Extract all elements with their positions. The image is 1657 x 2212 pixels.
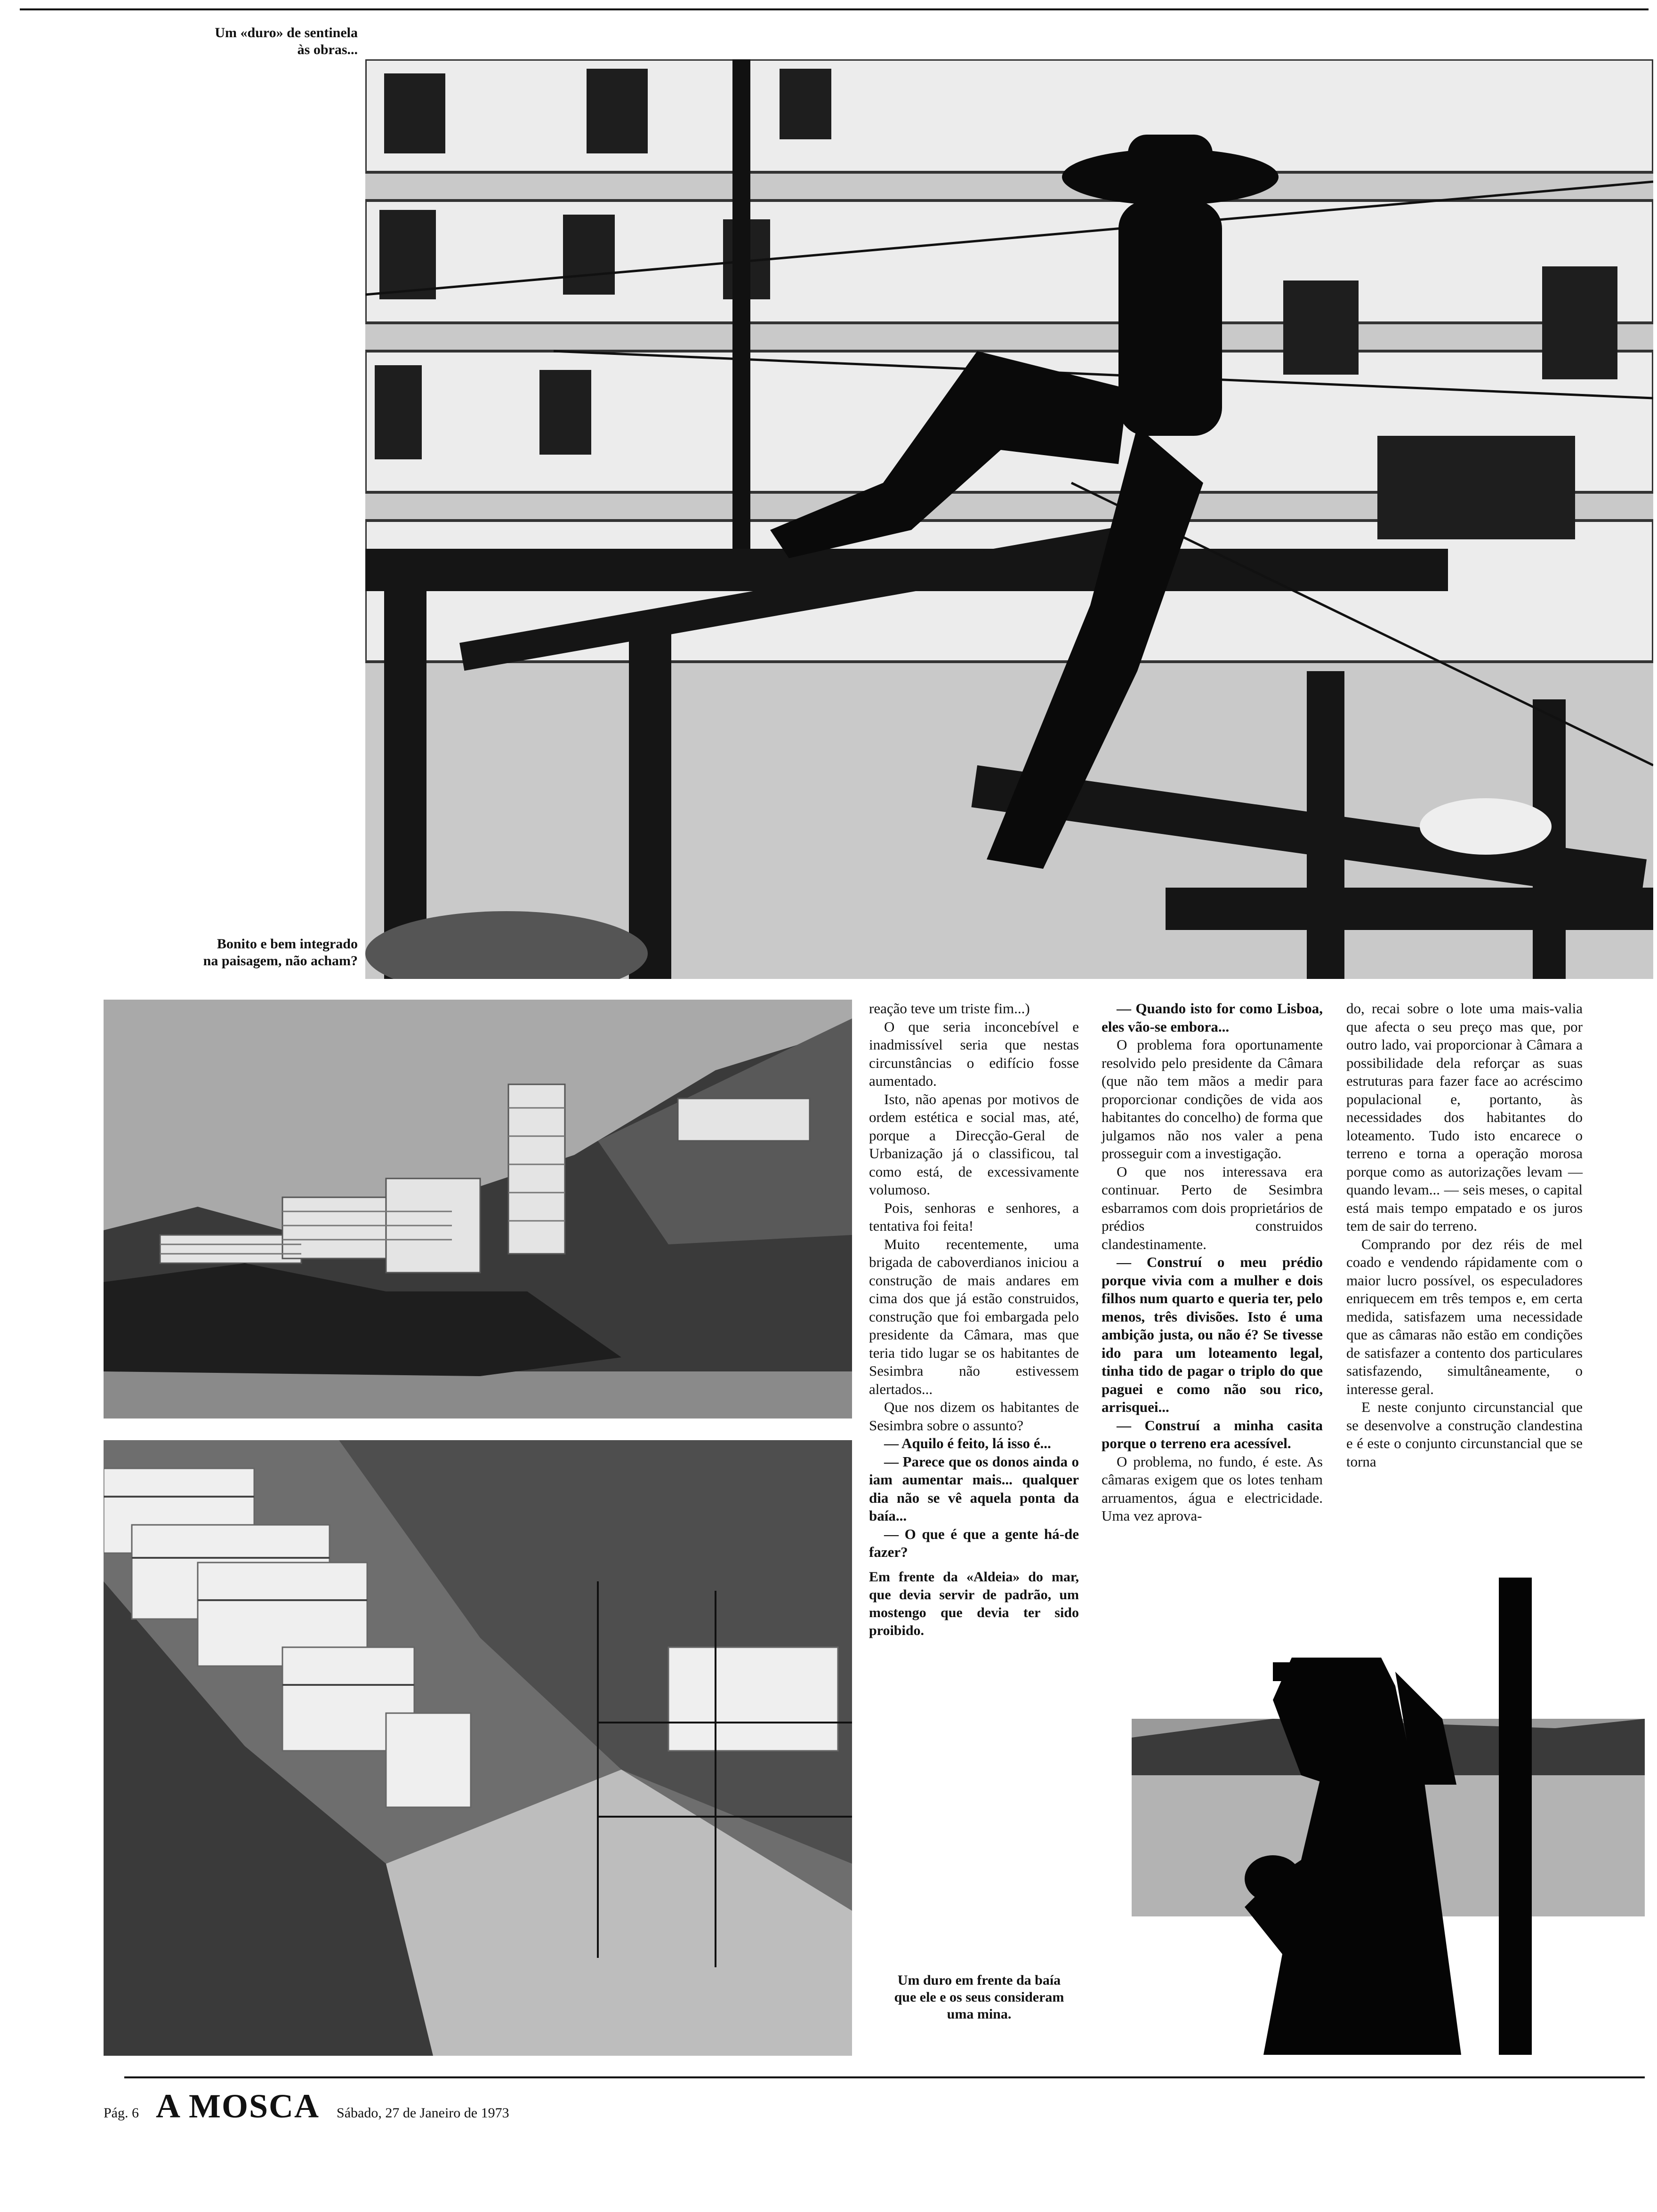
footer — [104, 2087, 509, 2124]
caption-aldeia-text: Em frente da «Aldeia» do mar, que devia servir de padrão, um mostengo que devia ter sido proibido. — [869, 1569, 1079, 1638]
photo-bay-graphic — [1132, 1578, 1645, 2055]
col3-para: E neste conjunto circunstancial que se desenvolve a construção clandestina e é este o conjunto circunstancial que se torna — [1346, 1399, 1583, 1470]
col1-para: Pois, senhoras e senhores, a tentativa foi feita! — [869, 1199, 1079, 1234]
col1-para: Que nos dizem os habitantes de Sesimbra sobre o assunto? — [869, 1399, 1079, 1434]
caption-sentinel-line-2: às obras... — [297, 42, 358, 57]
col2-quote: — Construí a minha casita porque o terreno era acessível. — [1102, 1417, 1323, 1451]
photo-sentinel — [365, 59, 1653, 979]
caption-integrated — [94, 936, 358, 970]
photo-bay — [1132, 1578, 1645, 2055]
col1-quote: — Parece que os donos ainda o iam aumentar mais... qualquer dia não se vê aquela ponta da baía... — [869, 1453, 1079, 1524]
caption-sentinel-line-1: Um «duro» de sentinela — [215, 25, 358, 40]
col3-para: Comprando por dez réis de mel coado e vendendo rápidamente com o maior lucro possível, os especuladores enriquecem em três tempos e, em certa medida, satisfazem uma necessidade que as câmaras não estão em condições de satisfazer a contento dos particulares satisfazendo, simultâneamente, o interesse geral. — [1346, 1235, 1583, 1397]
col3-para: do, recai sobre o lote uma mais-valia que afecta o seu preço mas que, por outro lado, vai proporcionar à Câmara a possibilidade dela reforçar as suas estruturas para fazer face ao acréscimo populacional e, portanto, às necessidades dos habitantes do loteamento. Tudo isto encarece o terreno e torna a operação morosa porque como as autorizações levam — quando levam... — seis meses, o capital está mais tempo empatado e os juros tem de sair do terreno. — [1346, 1000, 1583, 1234]
photo-hotel-graphic — [104, 1000, 852, 1419]
caption-integrated-line-2: na paisagem, não acham? — [203, 953, 358, 969]
col2-quote: — Construí o meu prédio porque vivia com a mulher e dois filhos num quarto e queria ter, pelo menos, três divisões. Isto é uma ambição justa, ou não é? Se tivesse ido para um loteamento legal, tinha tido de pagar o triplo do que paguei e como não sou rico, arrisquei... — [1102, 1254, 1323, 1415]
col2-para: O que nos interessava era continuar. Perto de Sesimbra esbarramos com dois proprietários de prédios construidos clandestinamente. — [1102, 1163, 1323, 1252]
top-rule — [20, 8, 1649, 10]
article-column-2 — [1102, 1000, 1323, 1525]
col1-para: reação teve um triste fim...) — [869, 1000, 1030, 1017]
article-column-1 — [869, 1000, 1079, 1562]
page-number: Pág. 6 — [104, 2105, 139, 2121]
col1-para: O que seria inconcebível e inadmissível seria que nestas circunstâncias o edifício fosse aumentado. — [869, 1018, 1079, 1089]
caption-sentinel — [94, 24, 358, 58]
masthead: A MOSCA — [156, 2087, 320, 2125]
col2-quote: — Quando isto for como Lisboa, eles vão-se embora... — [1102, 1000, 1323, 1035]
caption-integrated-line-1: Bonito e bem integrado — [217, 936, 358, 952]
caption-bay-line-3: uma mina. — [947, 2006, 1012, 2022]
footer-rule — [124, 2076, 1645, 2078]
article-column-3 — [1346, 1000, 1583, 1471]
photo-hotel — [104, 1000, 852, 1419]
issue-date: Sábado, 27 de Janeiro de 1973 — [337, 2105, 509, 2121]
col1-para: Isto, não apenas por motivos de ordem estética e social mas, até, porque a Direcção-Geral de Urbanização já o classificou, tal como está, de excessivamente volumoso. — [869, 1090, 1079, 1198]
col1-quote: — O que é que a gente há-de fazer? — [869, 1525, 1079, 1560]
caption-aldeia — [869, 1568, 1079, 1640]
photo-sentinel-graphic — [365, 59, 1653, 979]
col2-para: O problema fora oportunamente resolvido pelo presidente da Câmara (que não tem mãos a medir para proporcionar condições de vida aos habitantes do concelho) de forma que julgamos não nos valer a pena prosseguir com a investigação. — [1102, 1036, 1323, 1162]
photo-aldeia — [104, 1440, 852, 2056]
col1-quote: — Aquilo é feito, lá isso é... — [884, 1435, 1051, 1451]
caption-bay-line-1: Um duro em frente da baía — [897, 1972, 1061, 1988]
caption-bay — [857, 1972, 1102, 2023]
col1-para: Muito recentemente, uma brigada de caboverdianos iniciou a construção de mais andares em cima dos que já estão construidos, construção que foi embargada pelo presidente da Câmara, mas que teria tido lugar se os habitantes de Sesimbra não estivessem alertados... — [869, 1235, 1079, 1397]
photo-aldeia-graphic — [104, 1440, 852, 2056]
caption-bay-line-2: que ele e os seus consideram — [894, 1989, 1064, 2005]
col2-para: O problema, no fundo, é este. As câmaras exigem que os lotes tenham arruamentos, água e electricidade. Uma vez aprova- — [1102, 1453, 1323, 1524]
